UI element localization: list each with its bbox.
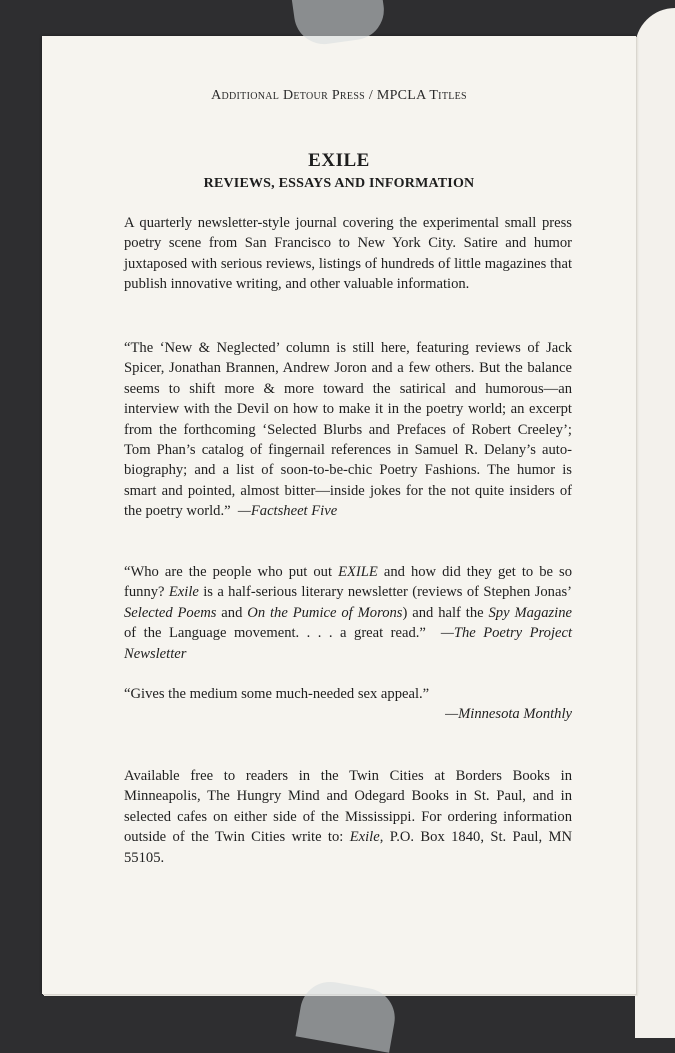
review-text: “Who are the people who put out [124, 564, 339, 580]
review-paragraph-1 [124, 338, 572, 522]
page-subtitle: REVIEWS, ESSAYS AND INFORMATION [203, 176, 475, 191]
availability-italic: Exile [349, 829, 380, 846]
review-italic: Selected Poems [124, 604, 217, 621]
availability-text: Available free to readers in the Twin Cities at Borders Books in Minneapolis, The Hungry Mind and Odegard Books in St. Paul, and in selected cafes on either side of the Mississippi. For ordering information outside of the Twin Cities write to: [124, 768, 572, 846]
review-italic: Exile [168, 584, 199, 601]
page-header: Additional Detour Press / MPCLA Titles [211, 88, 467, 103]
review-source [124, 704, 572, 724]
adjacent-page-edge [635, 8, 675, 1038]
intro-paragraph: A quarterly newsletter-style journal covering the experimental small press poetry scene from San Francisco to New York City. Satire and humor juxtaposed with serious reviews, listings of hundreds of little magazines that publish innovative writing, and other valuable information. [124, 215, 572, 293]
review-paragraph-3 [124, 684, 572, 725]
review-text: and how did they get to be so funny? [124, 564, 573, 601]
availability-paragraph [124, 766, 572, 868]
review-source-text: —Minnesota Monthly [445, 706, 572, 723]
review-italic: EXILE [338, 564, 378, 580]
review-source: —The Poetry Project Newsletter [124, 625, 573, 662]
review-quote: “Gives the medium some much-needed sex appeal.” [124, 686, 430, 702]
review-quote: “The ‘New & Neglected’ column is still here, featuring reviews of Jack Spicer, Jonathan Brannen, Andrew Joron and a few others. But the balance seems to shift more & more toward the satirical and humorous—an interview with the Devil on how to make it in the poetry world; an excerpt from the forthcoming ‘Selected Blurbs and Prefaces of Robert Creeley’; Tom Phan’s catalog of fingernail references in Samuel R. Delany’s auto-biography; and a list of soon-to-be-chic Poetry Fashions. The humor is smart and pointed, almost bitter—inside jokes for the not quite insiders of the poetry world.” [124, 340, 572, 520]
review-text: and [216, 604, 248, 621]
availability-address: , P.O. Box 1840, St. Paul, MN 55105. [124, 829, 573, 866]
page-title: EXILE [308, 150, 370, 171]
review-paragraph-2 [124, 562, 572, 664]
review-text: ) and half the [402, 604, 489, 621]
review-text: of the Language movement. . . . a great read.” [124, 625, 426, 642]
review-text: is a half-serious literary newsletter (reviews of Stephen Jonas’ [198, 584, 572, 601]
review-italic: Spy Magazine [488, 604, 573, 621]
review-source: —Factsheet Five [237, 503, 338, 520]
book-page [42, 36, 636, 994]
review-italic: On the Pumice of Morons [247, 604, 403, 621]
